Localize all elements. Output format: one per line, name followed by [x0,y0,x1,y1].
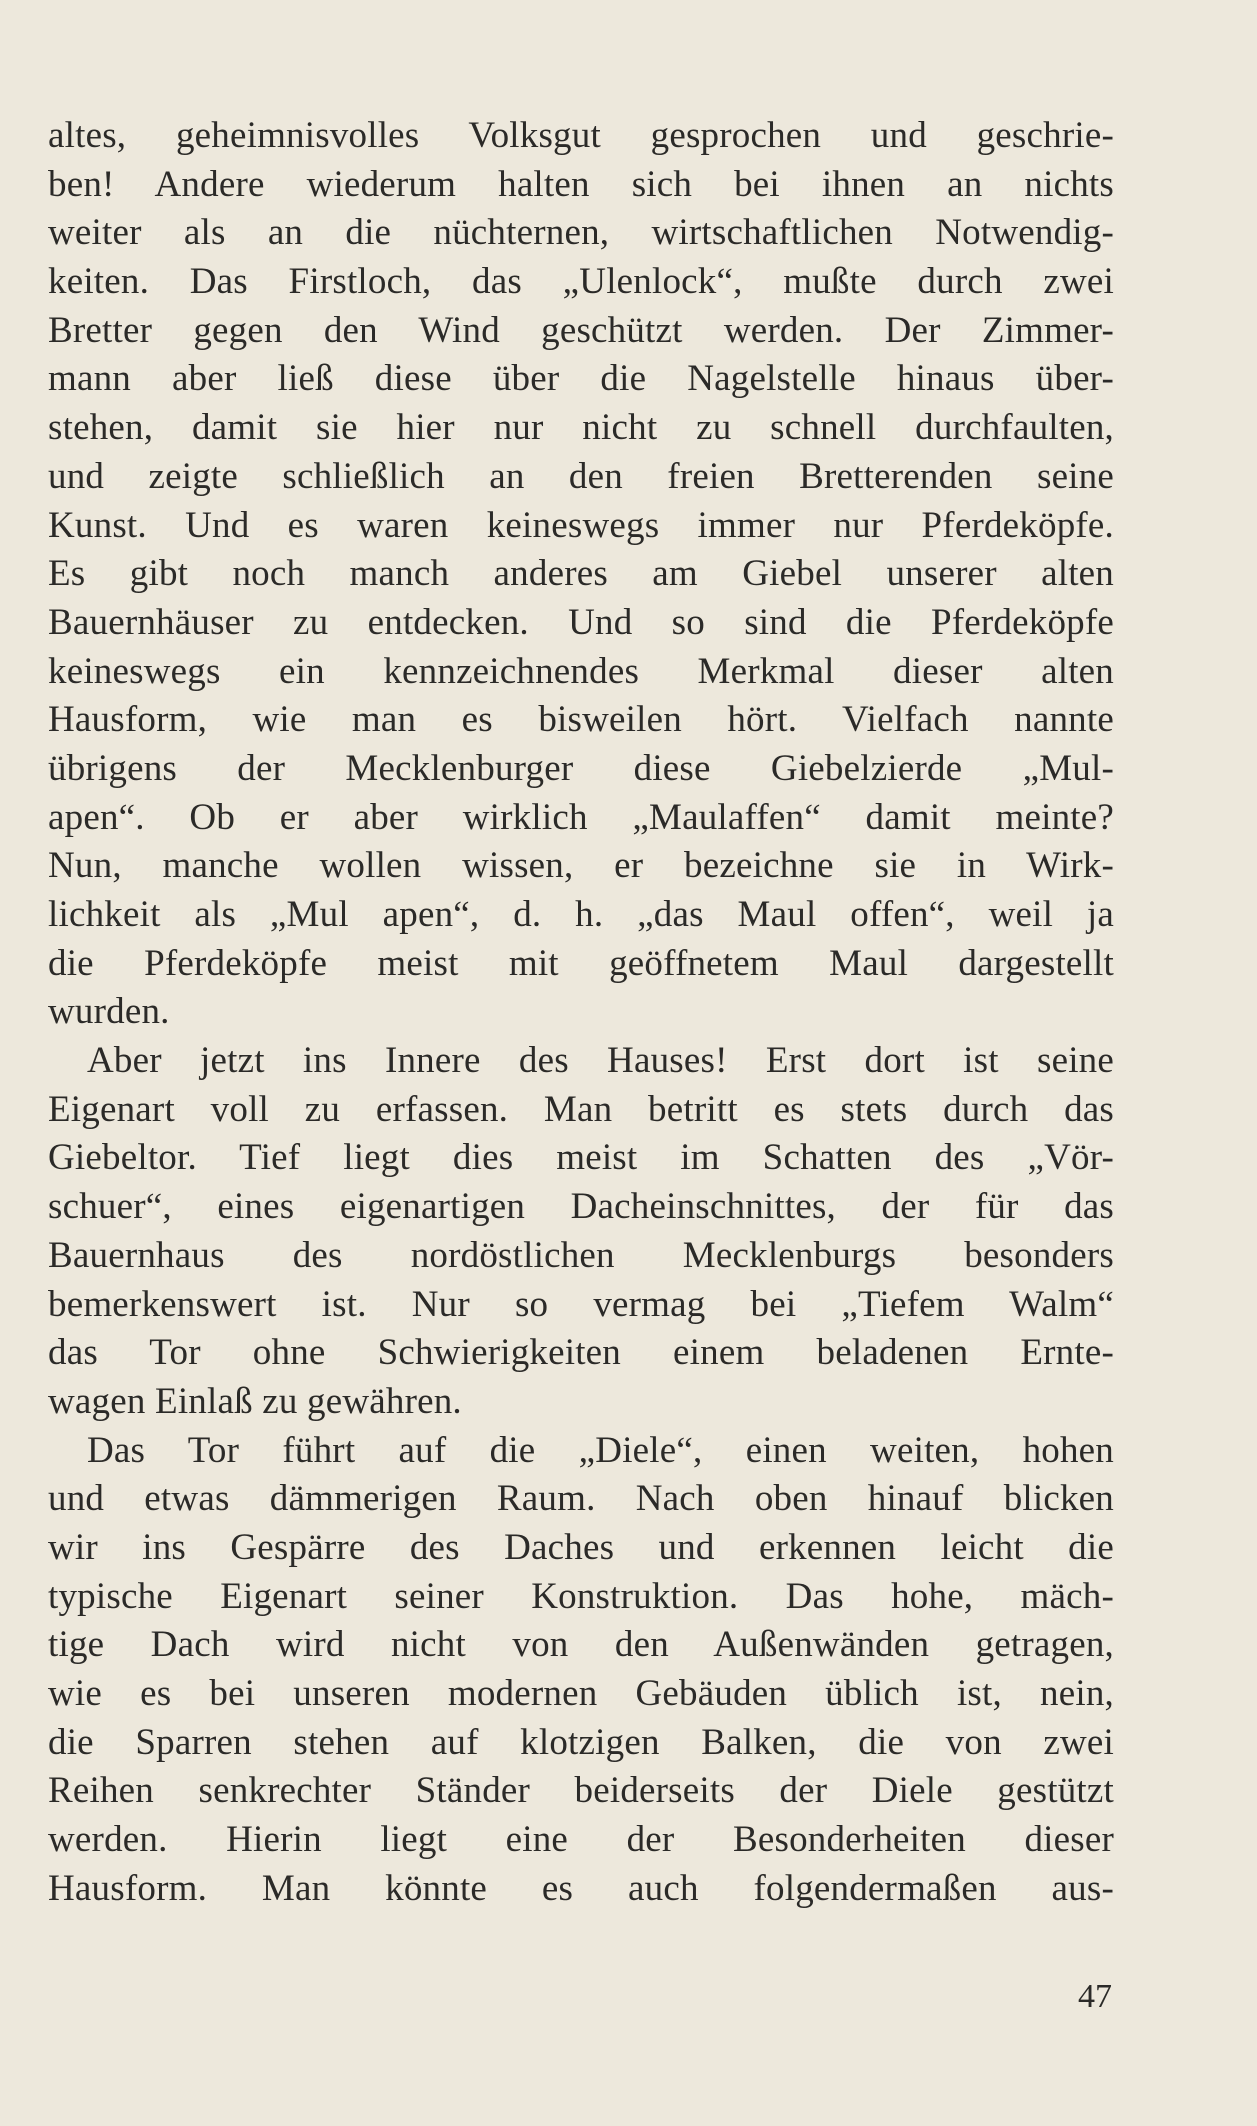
text-line: Kunst. Und es waren keineswegs immer nur Pferdeköpfe. [48,504,1114,546]
text-line: Eigenart voll zu erfassen. Man betritt es stets durch das [48,1088,1114,1130]
text-line: Bauernhäuser zu entdecken. Und so sind die Pferdeköpfe [48,601,1114,643]
text-line: wurden. [48,991,170,1033]
text-line: keiten. Das Firstloch, das „Ulenlock“, mußte durch zwei [48,261,1114,303]
text-line: Giebeltor. Tief liegt dies meist im Schatten des „Vör- [48,1137,1114,1179]
text-line: Es gibt noch manch anderes am Giebel unserer alten [48,553,1114,595]
text-line: Hausform, wie man es bisweilen hört. Vielfach nannte [48,699,1114,741]
text-line: wir ins Gespärre des Daches und erkennen leicht die [48,1526,1114,1568]
text-line: Hausform. Man könnte es auch folgendermaßen aus- [48,1867,1114,1909]
text-line: Nun, manche wollen wissen, er bezeichne sie in Wirk- [48,845,1114,887]
text-line: Aber jetzt ins Innere des Hauses! Erst dort ist seine [87,1040,1114,1082]
text-line: tige Dach wird nicht von den Außenwänden getragen, [48,1624,1114,1666]
text-line: und zeigte schließlich an den freien Bretterenden seine [48,455,1114,497]
text-line: lichkeit als „Mul apen“, d. h. „das Maul offen“, weil ja [48,894,1114,935]
text-line: wagen Einlaß zu gewähren. [48,1380,462,1422]
text-line: altes, geheimnisvolles Volksgut gesprochen und geschrie- [48,115,1114,156]
text-line: wie es bei unseren modernen Gebäuden üblich ist, nein, [48,1673,1114,1714]
text-line: keineswegs ein kennzeichnendes Merkmal dieser alten [48,650,1114,692]
text-line: Bretter gegen den Wind geschützt werden. Der Zimmer- [48,309,1114,351]
text-line: mann aber ließ diese über die Nagelstelle hinaus über- [48,358,1114,400]
text-line: das Tor ohne Schwierigkeiten einem beladenen Ernte- [48,1332,1114,1374]
text-line: weiter als an die nüchternen, wirtschaftlichen Notwendig- [48,212,1114,254]
text-line: Das Tor führt auf die „Diele“, einen weiten, hohen [87,1429,1114,1471]
text-line: stehen, damit sie hier nur nicht zu schnell durchfaulten, [48,407,1114,449]
text-line: die Pferdeköpfe meist mit geöffnetem Maul dargestellt [48,942,1114,984]
text-line: Bauernhaus des nordöstlichen Mecklenburgs besonders [48,1234,1114,1276]
text-line: und etwas dämmerigen Raum. Nach oben hinauf blicken [48,1478,1114,1520]
text-line: übrigens der Mecklenburger diese Giebelzierde „Mul- [48,747,1114,789]
text-line: Reihen senkrechter Ständer beiderseits der Diele gestützt [48,1770,1114,1812]
text-line: ben! Andere wiederum halten sich bei ihnen an nichts [48,163,1114,205]
page-number: 47 [1078,1978,1112,2015]
text-line: typische Eigenart seiner Konstruktion. Das hohe, mäch- [48,1575,1114,1617]
body-text [48,112,1114,1913]
text-line: werden. Hierin liegt eine der Besonderheiten dieser [48,1819,1114,1861]
text-line: die Sparren stehen auf klotzigen Balken, die von zwei [48,1721,1114,1763]
text-line: bemerkenswert ist. Nur so vermag bei „Tiefem Walm“ [48,1283,1114,1325]
text-line: schuer“, eines eigenartigen Dacheinschnittes, der für das [48,1186,1114,1228]
text-line: apen“. Ob er aber wirklich „Maulaffen“ damit meinte? [48,796,1114,838]
